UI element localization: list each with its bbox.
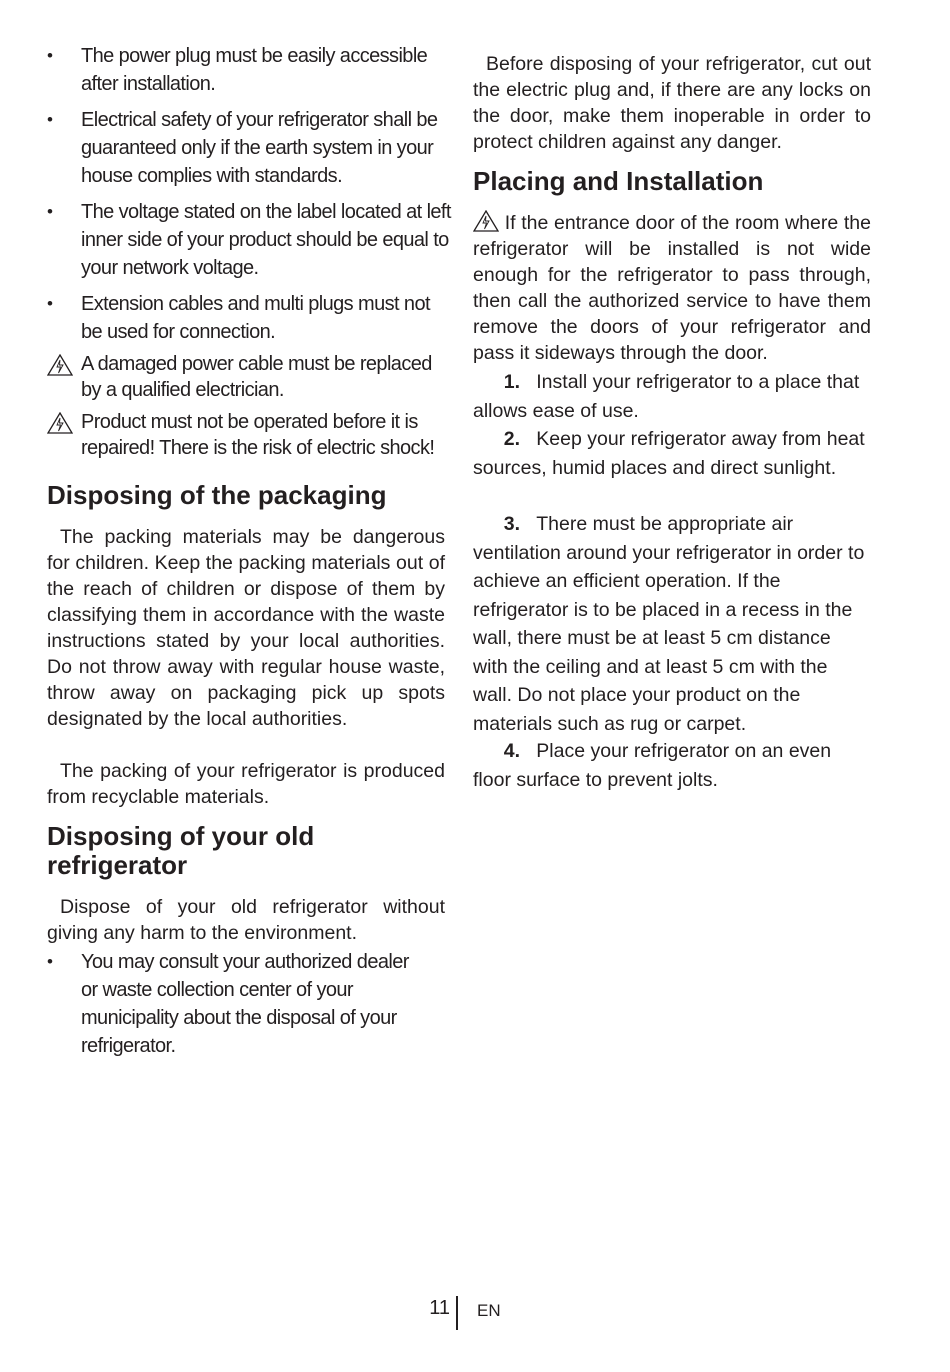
section-heading: Disposing of the packaging bbox=[47, 480, 387, 510]
warning-text: Product must not be operated before it is repaired! There is the risk of electric shock! bbox=[81, 411, 435, 459]
section-heading-line: Disposing of your old bbox=[47, 821, 315, 851]
paragraph bbox=[473, 51, 871, 155]
list-item bbox=[473, 737, 871, 794]
section-heading-line: refrigerator bbox=[47, 850, 188, 880]
list-item-text: Electrical safety of your refrigerator shall be guaranteed only if the earth system in your house complies with standards. bbox=[81, 109, 438, 187]
list-item-text: The voltage stated on the label located at left inner side of your product should be equal to your network voltage. bbox=[81, 201, 451, 279]
language-code: EN bbox=[477, 1301, 501, 1320]
section-heading bbox=[47, 822, 314, 880]
step-text: Place your refrigerator on an even floor surface to prevent jolts. bbox=[473, 740, 832, 791]
paragraph bbox=[47, 894, 445, 946]
step-number: 4. bbox=[503, 740, 520, 762]
bullet-dot: • bbox=[47, 294, 53, 313]
paragraph bbox=[47, 758, 445, 810]
list-item bbox=[473, 425, 871, 482]
warning-text: A damaged power cable must be replaced by a qualified electrician. bbox=[81, 353, 432, 401]
warning-icon bbox=[47, 412, 73, 434]
paragraph-text: The packing of your refrigerator is produced from recyclable materials. bbox=[47, 760, 445, 808]
step-text: There must be appropriate air ventilation around your refrigerator in order to achieve an efficient operation. If the refrigerator is to be placed in a recess in the wall, there must be at least 5 cm distance with the ceiling and at least 5 cm with the wall. Do not place your product on the materials such as rug or carpet. bbox=[473, 513, 865, 735]
list-item-text: You may consult your authorized dealer or waste collection center of your municipality about the disposal of your refrigerator. bbox=[81, 951, 409, 1057]
list-item bbox=[473, 368, 871, 425]
bullet-dot: • bbox=[47, 952, 53, 971]
step-number: 2. bbox=[503, 428, 520, 450]
page-number: 11 bbox=[429, 1297, 450, 1319]
paragraph-text: The packing materials may be dangerous for children. Keep the packing materials out of the reach of children or dispose of them by classifying them in accordance with the waste instructions stated by your local authorities. Do not throw away with regular house waste, throw away on packaging pick up spots designated by the local authorities. bbox=[47, 526, 445, 730]
section-heading: Placing and Installation bbox=[473, 166, 764, 196]
paragraph bbox=[473, 210, 871, 366]
paragraph-text: Before disposing of your refrigerator, cut out the electric plug and, if there are any locks on the door, make them inoperable in order to protect children against any danger. bbox=[473, 53, 871, 153]
paragraph-text: Dispose of your old refrigerator without giving any harm to the environment. bbox=[47, 896, 445, 944]
paragraph-text: If the entrance door of the room where the refrigerator will be installed is not wide enough for the refrigerator to pass through, then call the authorized service to have them remove the doors of your refrigerator and pass it sideways through the door. bbox=[473, 212, 872, 364]
warning-icon bbox=[473, 210, 499, 232]
list-item-text: The power plug must be easily accessible after installation. bbox=[81, 45, 428, 95]
step-number: 3. bbox=[503, 513, 520, 535]
list-item bbox=[473, 510, 865, 738]
bullet-dot: • bbox=[47, 202, 53, 221]
list-item-text: Extension cables and multi plugs must not be used for connection. bbox=[81, 293, 430, 343]
paragraph bbox=[47, 524, 445, 732]
step-number: 1. bbox=[503, 371, 520, 393]
bullet-dot: • bbox=[47, 46, 53, 65]
bullet-dot: • bbox=[47, 110, 53, 129]
footer-divider bbox=[456, 1296, 458, 1330]
step-text: Install your refrigerator to a place that allows ease of use. bbox=[473, 371, 860, 422]
step-text: Keep your refrigerator away from heat sources, humid places and direct sunlight. bbox=[473, 428, 865, 479]
warning-icon bbox=[47, 354, 73, 376]
